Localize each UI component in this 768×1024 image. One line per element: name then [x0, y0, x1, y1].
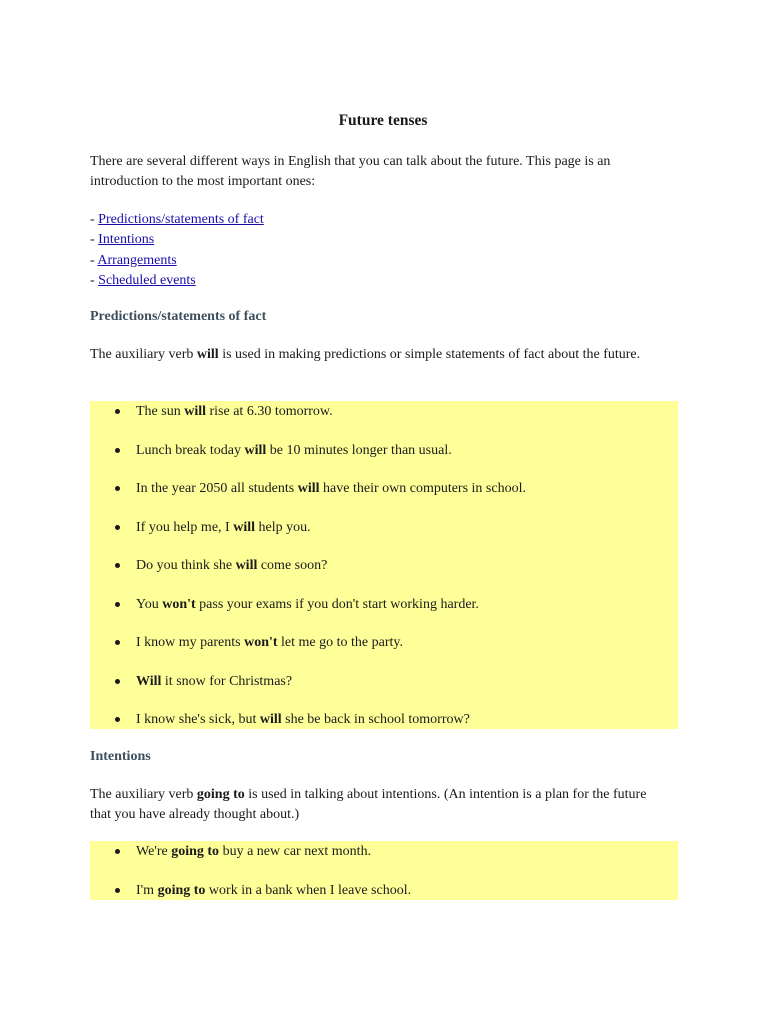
examples-box-intentions	[90, 841, 678, 900]
text-run: The auxiliary verb	[90, 787, 197, 802]
text-run: it snow for Christmas?	[161, 673, 293, 689]
example-item	[90, 478, 678, 517]
text-run: let me go to the party.	[277, 635, 403, 650]
toc-item	[90, 251, 264, 271]
example-item	[90, 594, 678, 633]
page-title: Future tenses	[338, 112, 428, 129]
emphasized-text: will	[297, 481, 320, 496]
bullet-icon	[115, 409, 120, 414]
bullet-icon	[115, 679, 120, 684]
text-run: If you help me, I	[136, 519, 234, 535]
example-item	[90, 555, 678, 594]
toc-prefix: -	[90, 252, 98, 268]
text-run: have their own computers in school.	[319, 481, 526, 496]
emphasized-text: will	[259, 712, 282, 727]
text-run: I'm	[136, 882, 158, 898]
text-run: In the year 2050 all students	[136, 481, 298, 496]
example-item	[90, 671, 678, 710]
emphasized-text: won't	[162, 596, 196, 612]
emphasized-text: will	[235, 558, 258, 573]
bullet-icon	[115, 525, 120, 530]
text-run: be 10 minutes longer than usual.	[266, 442, 452, 458]
toc-link-intentions[interactable]: Intentions	[98, 232, 155, 248]
toc-prefix: -	[90, 272, 99, 288]
text-run: pass your exams if you don't start working harder.	[195, 596, 479, 612]
toc-prefix: -	[90, 232, 99, 248]
example-item	[90, 440, 678, 479]
toc-prefix: -	[90, 212, 99, 227]
bullet-icon	[115, 849, 120, 854]
emphasized-text: will	[184, 404, 206, 419]
section-heading-intentions: Intentions	[90, 749, 151, 764]
text-run: I know she's sick, but	[136, 712, 260, 727]
text-run: come soon?	[257, 558, 328, 573]
text-run: rise at 6.30 tomorrow.	[206, 404, 333, 419]
examples-list	[90, 401, 678, 748]
toc-item	[90, 210, 264, 230]
text-run: The sun	[136, 404, 185, 419]
emphasized-text: won't	[244, 635, 278, 650]
toc-item	[90, 230, 264, 250]
example-item	[90, 709, 678, 748]
emphasized-text: will	[244, 442, 267, 458]
toc-item	[90, 271, 264, 291]
bullet-icon	[115, 602, 120, 607]
bullet-icon	[115, 640, 120, 645]
text-run: I know my parents	[136, 635, 245, 650]
emphasized-text: will	[233, 519, 255, 535]
toc-link-predictions[interactable]: Predictions/statements of fact	[98, 212, 264, 227]
section-description	[90, 345, 670, 365]
text-run: You	[136, 596, 163, 612]
text-run: Do you think she	[136, 558, 236, 573]
examples-box-predictions	[90, 401, 678, 729]
text-run: she be back in school tomorrow?	[281, 712, 470, 727]
example-item	[90, 841, 678, 880]
bullet-icon	[115, 448, 120, 453]
emphasized-text: going to	[157, 882, 206, 898]
text-run: The auxiliary verb	[90, 347, 197, 362]
table-of-contents	[90, 210, 264, 291]
text-run: help you.	[254, 519, 311, 535]
examples-list	[90, 841, 678, 918]
text-run: We're	[136, 844, 172, 859]
bullet-icon	[115, 717, 120, 722]
bullet-icon	[115, 563, 120, 568]
bullet-icon	[115, 888, 120, 893]
example-item	[90, 517, 678, 556]
text-run: work in a bank when I leave school.	[205, 882, 412, 898]
example-item	[90, 632, 678, 671]
text-run: is used in making predictions or simple statements of fact about the future.	[218, 347, 641, 362]
emphasized-text: will	[196, 347, 219, 362]
text-run: Lunch break today	[136, 442, 245, 458]
emphasized-text: Will	[136, 673, 162, 689]
text-run: is used in talking about intentions. (An intention is a plan for the future that you have already thought about.)	[90, 787, 647, 822]
example-item	[90, 401, 678, 440]
example-item	[90, 880, 678, 919]
intro-paragraph: There are several different ways in English that you can talk about the future. This page is an introduction to the most important ones:	[90, 154, 611, 189]
section-heading-predictions: Predictions/statements of fact	[90, 309, 267, 324]
emphasized-text: going to	[171, 844, 220, 859]
toc-link-scheduled-events[interactable]: Scheduled events	[98, 272, 196, 288]
bullet-icon	[115, 486, 120, 491]
emphasized-text: going to	[196, 787, 245, 802]
text-run: buy a new car next month.	[219, 844, 372, 859]
section-description	[90, 785, 670, 825]
toc-link-arrangements[interactable]: Arrangements	[97, 252, 177, 268]
